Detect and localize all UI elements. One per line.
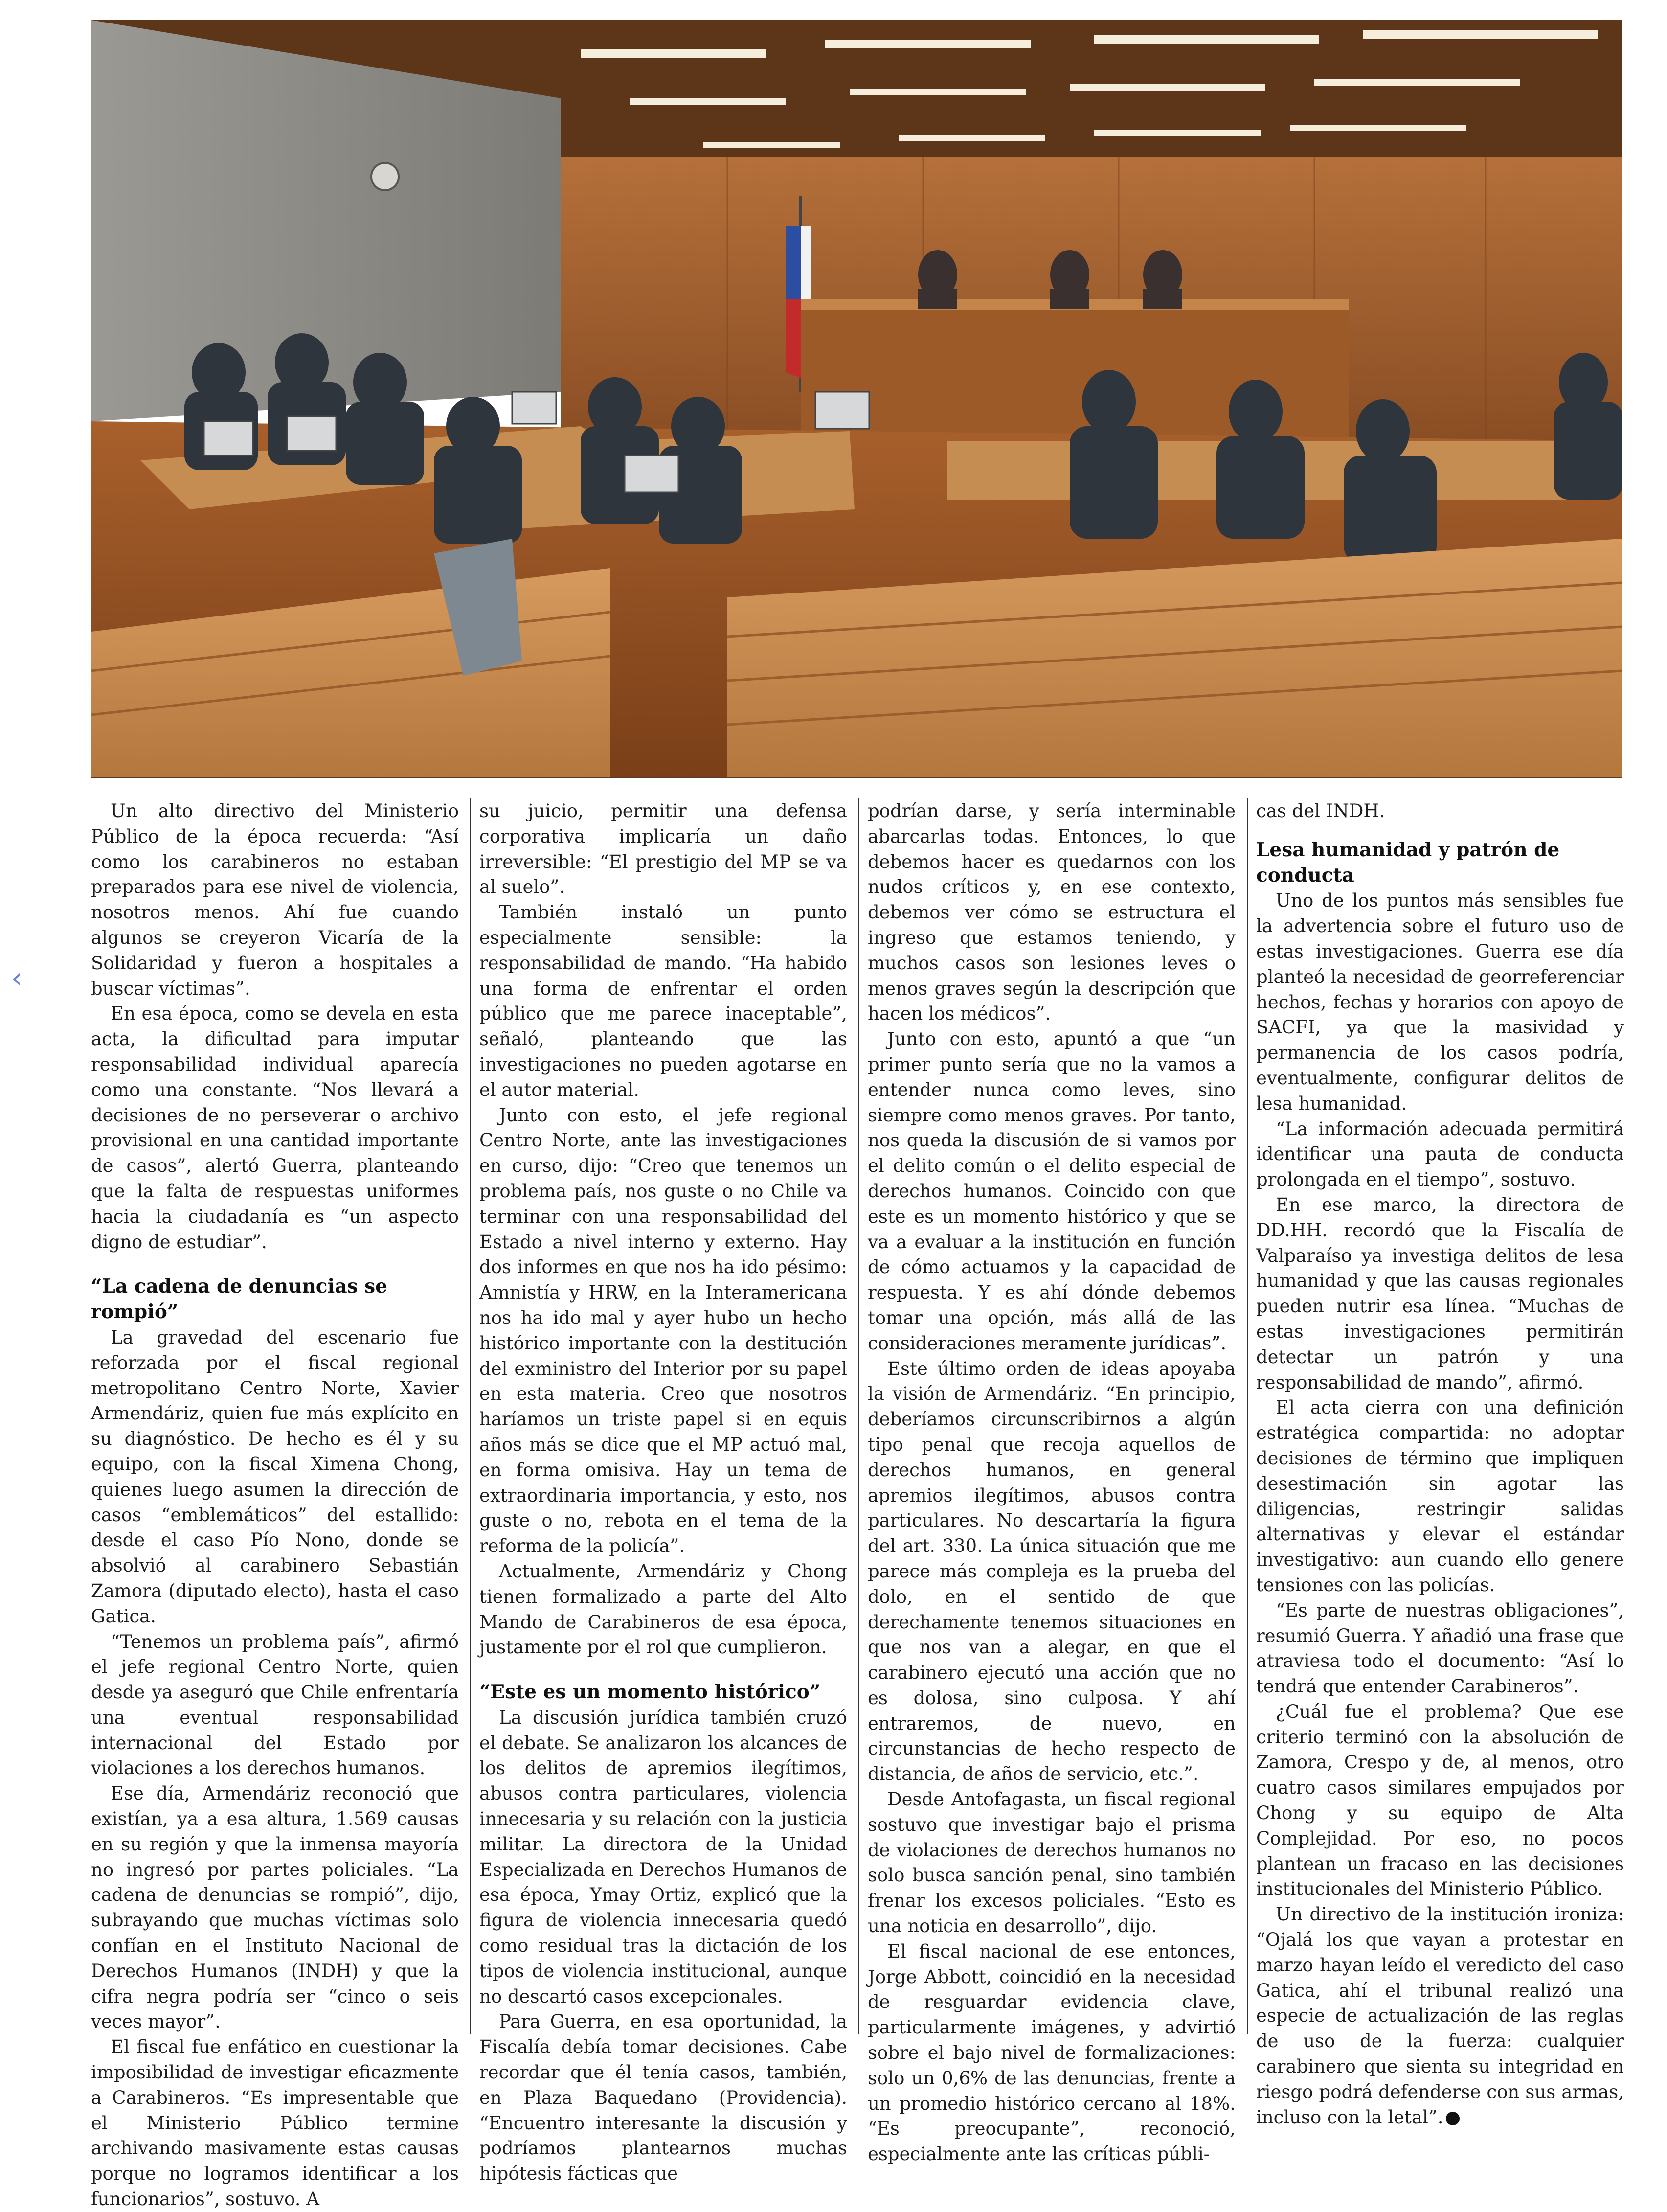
paragraph: su juicio, permitir una defensa corporativa implicaría un daño irreversible: “El prestigio del MP se va al suelo”.	[479, 800, 847, 898]
courtroom-illustration	[91, 20, 1622, 777]
article-column-2	[479, 798, 847, 2185]
chevron-left-icon[interactable]: ‹	[11, 962, 23, 994]
subheading: Lesa humanidad y patrón de conducta	[1256, 838, 1560, 887]
paragraph: Uno de los puntos más sensibles fue la advertencia sobre el futuro uso de estas investigaciones. Guerra ese día planteó la necesidad de georreferenciar hechos, fechas y horarios con apoyo de SACFI, ya que la masividad y permanencia de los casos podría, eventualmente, configurar delitos de lesa humanidad.	[1256, 890, 1624, 1114]
paragraph-text: Un directivo de la institución ironiza: “Ojalá los que vayan a protestar en marzo hayan leído el veredicto del caso Gatica, ahí el tribunal realizó una especie de actualización de las reglas de uso de la fuerza: cualquier carabinero que sienta su integridad en riesgo podrá defenderse con sus armas, incluso con la letal”.	[1256, 1904, 1624, 2128]
paragraph: podrían darse, y sería interminable abarcarlas todas. Entonces, lo que debemos hacer es quedarnos con los nudos críticos y, en ese contexto, debemos ver cómo se estructura el ingreso que estamos teniendo, y muchos casos son lesiones leves o menos graves según la descripción que hacen los médicos”.	[868, 800, 1236, 1025]
subheading: “Este es un momento histórico”	[479, 1681, 821, 1704]
column-rule	[858, 798, 859, 2034]
paragraph: La discusión jurídica también cruzó el debate. Se analizaron los alcances de los delitos de apremios ilegítimos, abusos contra particulares, violencia innecesaria y su relación con la justicia militar. La directora de la Unidad Especializada en Derechos Humanos de esa época, Ymay Ortiz, explicó que la figura de violencia innecesaria quedó como residual tras la dictación de los tipos de violencia institucional, aunque no descartó casos excepcionales.	[479, 1707, 847, 2007]
paragraph: También instaló un punto especialmente sensible: la responsabilidad de mando. “Ha habido una forma de enfrentar el orden público que me parece inaceptable”, señaló, planteando que las investigaciones no pueden agotarse en el autor material.	[479, 902, 847, 1100]
paragraph: El fiscal fue enfático en cuestionar la imposibilidad de investigar eficazmente a Carabineros. “Es impresentable que el Ministerio Público termine archivando masivamente estas causas porque no logramos identificar a los funcionarios”, sostuvo. A	[91, 2036, 459, 2210]
paragraph: cas del INDH.	[1256, 800, 1385, 821]
end-of-article-icon	[1446, 2112, 1460, 2125]
paragraph: Para Guerra, en esa oportunidad, la Fiscalía debía tomar decisiones. Cabe recordar que él tenía casos, también, en Plaza Baquedano (Providencia). “Encuentro interesante la discusión y podríamos plantearnos muchas hipótesis fácticas que	[479, 2011, 847, 2185]
courtroom-photo	[91, 20, 1622, 778]
paragraph: La gravedad del escenario fue reforzada por el fiscal regional metropolitano Centro Norte, Xavier Armendáriz, quien fue más explícito en su diagnóstico. De hecho es él y su equipo, con la fiscal Ximena Chong, quienes luego asumen la dirección de casos “emblemáticos” del estallido: desde el caso Pío Nono, donde se absolvió al carabinero Sebastián Zamora (diputado electo), hasta el caso Gatica.	[91, 1326, 459, 1627]
paragraph: “Es parte de nuestras obligaciones”, resumió Guerra. Y añadió una frase que atraviesa todo el documento: “Así lo tendrá que entender Carabineros”.	[1256, 1599, 1624, 1697]
paragraph: Junto con esto, apuntó a que “un primer punto sería que no la vamos a entender nunca como leves, sino siempre como menos graves. Por tanto, nos queda la discusión de si vamos por el delito común o el delito especial de derechos humanos. Coincido con que este es un momento histórico y que se va a evaluar a la institución en función de cómo actuamos y la capacidad de respuesta. Y es ahí dónde debemos tomar una opción, más allá de las consideraciones meramente jurídicas”.	[868, 1028, 1236, 1354]
paragraph: En esa época, como se devela en esta acta, la dificultad para imputar responsabilidad individual aparecía como una constante. “Nos llevará a decisiones de no perseverar o archivo provisional en una cantidad importante de casos”, alertó Guerra, planteando que la falta de respuestas uniformes hacia la ciudadanía es “un aspecto digno de estudiar”.	[91, 1003, 459, 1253]
paragraph: Actualmente, Armendáriz y Chong tienen formalizado a parte del Alto Mando de Carabineros de esa época, justamente por el rol que cumplieron.	[479, 1560, 847, 1658]
article-column-1	[91, 798, 459, 2210]
paragraph: Ese día, Armendáriz reconoció que existían, ya a esa altura, 1.569 causas en su región y que la inmensa mayoría no ingresó por partes policiales. “La cadena de denuncias se rompió”, dijo, subrayando que muchas víctimas solo confían en el Instituto Nacional de Derechos Humanos (INDH) y que la cifra negra podría ser “cinco o seis veces mayor”.	[91, 1783, 459, 2032]
paragraph: “La información adecuada permitirá identificar una pauta de conducta prolongada en el tiempo”, sostuvo.	[1256, 1118, 1624, 1190]
column-rule	[1247, 798, 1248, 2034]
paragraph: “Tenemos un problema país”, afirmó el jefe regional Centro Norte, quien desde ya aseguró que Chile enfrentaría una eventual responsabilidad internacional del Estado por violaciones a los derechos humanos.	[91, 1631, 459, 1779]
paragraph: Un alto directivo del Ministerio Público de la época recuerda: “Así como los carabineros no estaban preparados para ese nivel de violencia, nosotros menos. Ahí fue cuando algunos se creyeron Vicaría de la Solidaridad y fueron a hospitales a buscar víctimas”.	[91, 800, 459, 999]
paragraph: Junto con esto, el jefe regional Centro Norte, ante las investigaciones en curso, dijo: “Creo que tenemos un problema país, nos guste o no Chile va terminar con una responsabilidad del Estado a nivel interno y externo. Hay dos informes en que nos ha ido pésimo: Amnistía y HRW, en la Interamericana nos ha ido mal y ayer hubo un hecho histórico importante con la destitución del exministro del Interior por su papel en esta materia. Creo que nosotros haríamos un triste papel si en equis años más se dice que el MP actuó mal, en forma omisiva. Hay un tema de extraordinaria importancia, y esto, nos guste o no, rebota en el tema de la reforma de la policía”.	[479, 1104, 847, 1557]
article-column-4	[1256, 798, 1624, 2128]
paragraph: En ese marco, la directora de DD.HH. recordó que la Fiscalía de Valparaíso ya investiga delitos de lesa humanidad y que las causas regionales pueden nutrir esa línea. “Muchas de estas investigaciones permitirán detectar un patrón y una responsabilidad de mando”, afirmó.	[1256, 1194, 1624, 1393]
paragraph: El acta cierra con una definición estratégica compartida: no adoptar decisiones de término que impliquen desestimación sin agotar las diligencias, restringir salidas alternativas y elevar el estándar investigativo: aun cuando ello genere tensiones con las policías.	[1256, 1397, 1624, 1596]
paragraph: Desde Antofagasta, un fiscal regional sostuvo que investigar bajo el prisma de violaciones de derechos humanos no solo busca sanción penal, sino también frenar los excesos policiales. “Esto es una noticia en desarrollo”, dijo.	[868, 1789, 1236, 1937]
paragraph: Este último orden de ideas apoyaba la visión de Armendáriz. “En principio, deberíamos circunscribirnos a algún tipo penal que recoja aquellos de derechos humanos, en general apremios ilegítimos, abusos contra particulares. No descartaría la figura del art. 330. La única situación que me parece más compleja es la prueba del dolo, en el sentido de que derechamente tenemos situaciones en que nos van a alegar, en que el carabinero ejecutó una acción que no es dolosa, sino culposa. Y ahí entraremos, de nuevo, en circunstancias de hecho respecto de distancia, de años de servicio, etc.”.	[868, 1358, 1236, 1785]
paragraph-final	[1256, 1902, 1624, 2130]
subheading: “La cadena de denuncias se rompió”	[91, 1275, 387, 1323]
paragraph: ¿Cuál fue el problema? Que ese criterio terminó con la absolución de Zamora, Crespo y de, al menos, otro cuatro casos similares empujados por Chong y su equipo de Alta Complejidad. Por eso, no pocos plantean un fracaso en las decisiones institucionales del Ministerio Público.	[1256, 1701, 1624, 1900]
article-column-3	[868, 798, 1236, 2165]
paragraph: El fiscal nacional de ese entonces, Jorge Abbott, coincidió en la necesidad de resguardar evidencia clave, particularmente imágenes, y advirtió sobre el bajo nivel de formalizaciones: solo un 0,6% de las denuncias, frente a un promedio histórico cercano al 18%. “Es preocupante”, reconoció, especialmente ante las críticas públi-	[868, 1940, 1236, 2165]
wall-clock	[371, 163, 399, 190]
column-rule	[470, 798, 471, 2034]
